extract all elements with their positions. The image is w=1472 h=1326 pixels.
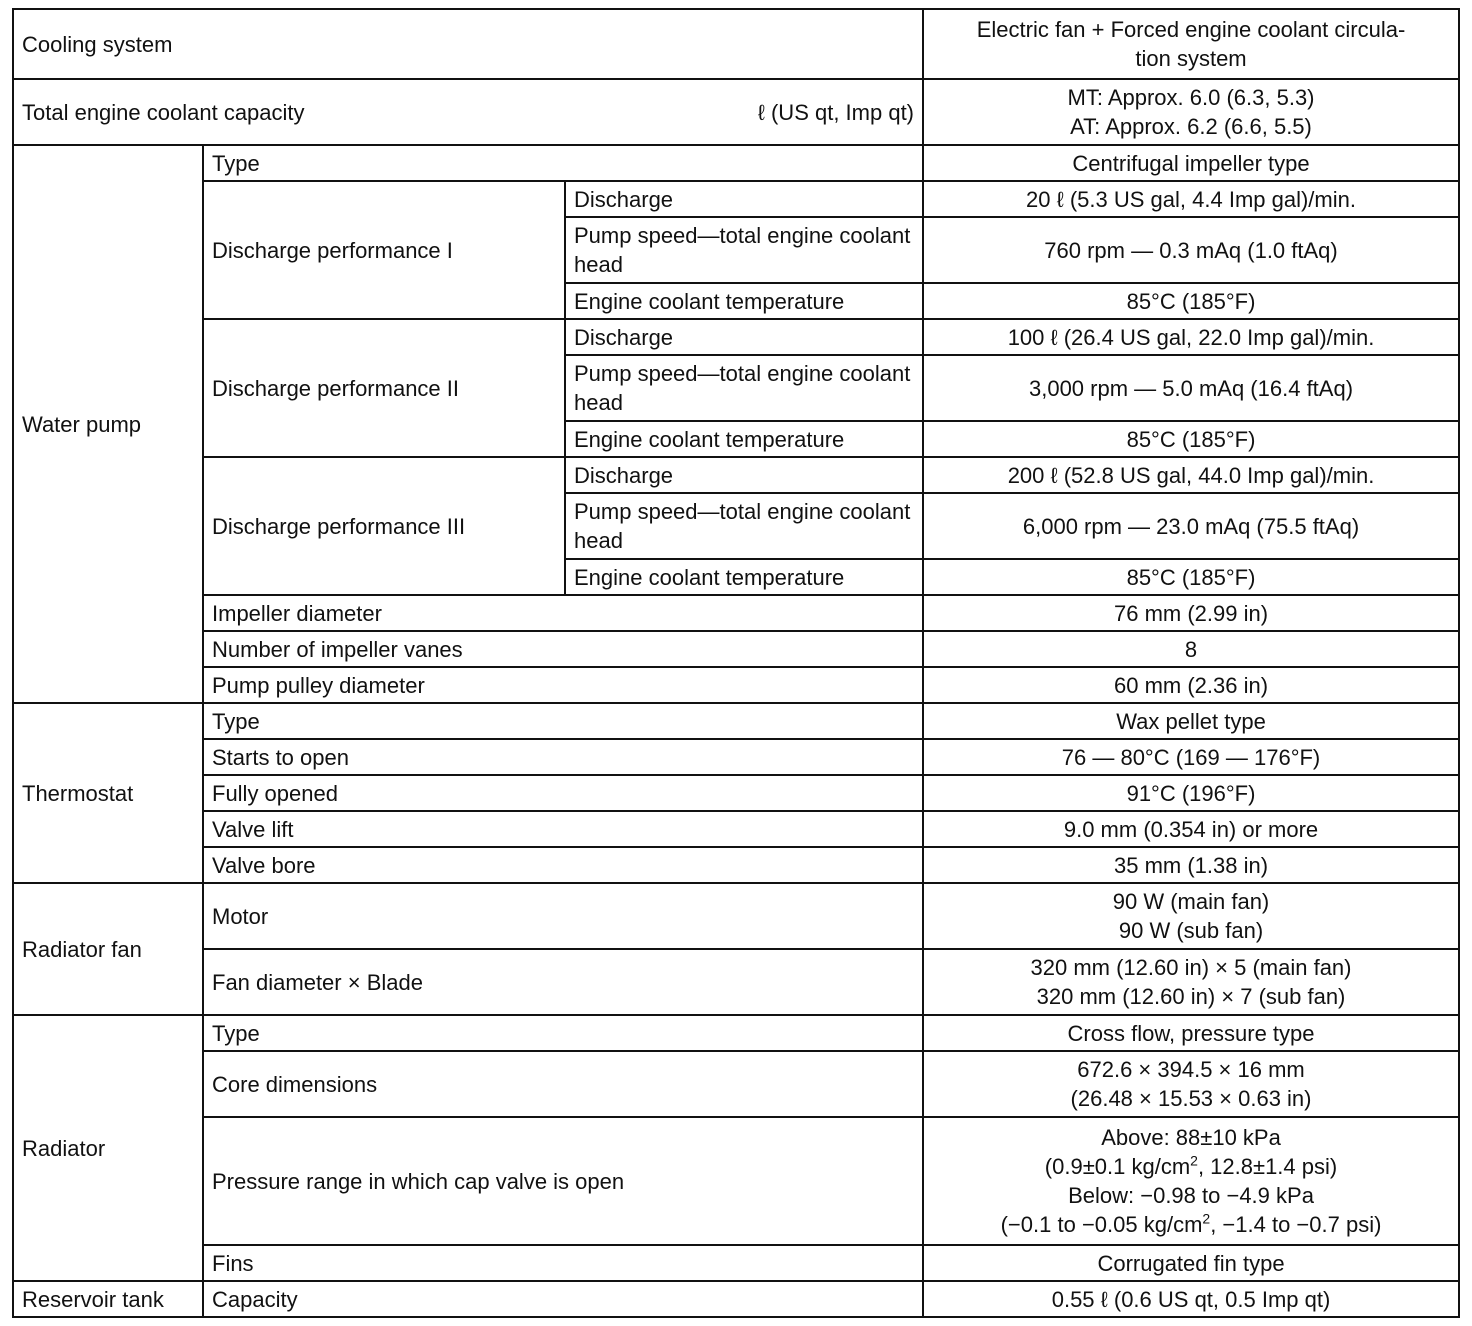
coolant-capacity-value bbox=[923, 79, 1459, 145]
perf2-discharge-value: 100 ℓ (26.4 US gal, 22.0 Imp gal)/min. bbox=[923, 319, 1459, 355]
radiator-type-value: Cross flow, pressure type bbox=[923, 1015, 1459, 1051]
table-row bbox=[13, 775, 1459, 811]
fan-motor-main: 90 W (main fan) bbox=[1112, 889, 1270, 914]
thermostat-fully-label: Fully opened bbox=[203, 775, 923, 811]
water-pump-type-value: Centrifugal impeller type bbox=[923, 145, 1459, 181]
perf1-temp-value: 85°C (185°F) bbox=[923, 283, 1459, 319]
coolant-capacity-label bbox=[13, 79, 923, 145]
perf2-head-label: Pump speed—total engine coolant head bbox=[565, 355, 923, 421]
table-row bbox=[13, 457, 1459, 493]
perf1-head-value: 760 rpm — 0.3 mAq (1.0 ftAq) bbox=[923, 217, 1459, 283]
cooling-system-value-line-2: tion system bbox=[1135, 46, 1247, 71]
perf1-discharge-label: Discharge bbox=[565, 181, 923, 217]
table-row bbox=[13, 79, 1459, 145]
radiator-label: Radiator bbox=[13, 1015, 203, 1281]
thermostat-starts-value: 76 — 80°C (169 — 176°F) bbox=[923, 739, 1459, 775]
thermostat-fully-value: 91°C (196°F) bbox=[923, 775, 1459, 811]
thermostat-type-label: Type bbox=[203, 703, 923, 739]
cap-pressure-below-detail-a: (−0.1 to −0.05 kg/cm bbox=[1000, 1212, 1203, 1237]
discharge-performance-1-label: Discharge performance I bbox=[203, 181, 565, 319]
cooling-system-value bbox=[923, 9, 1459, 79]
table-row bbox=[13, 1117, 1459, 1245]
perf2-discharge-label: Discharge bbox=[565, 319, 923, 355]
thermostat-lift-value: 9.0 mm (0.354 in) or more bbox=[923, 811, 1459, 847]
perf3-head-label: Pump speed—total engine coolant head bbox=[565, 493, 923, 559]
cap-pressure-above-detail-a: (0.9±0.1 kg/cm bbox=[1044, 1154, 1191, 1179]
discharge-performance-2-label: Discharge performance II bbox=[203, 319, 565, 457]
table-row bbox=[13, 703, 1459, 739]
discharge-performance-3-label: Discharge performance III bbox=[203, 457, 565, 595]
table-row bbox=[13, 811, 1459, 847]
cap-pressure-above: Above: 88±10 kPa bbox=[1101, 1125, 1281, 1150]
table-row bbox=[13, 595, 1459, 631]
cap-pressure-value bbox=[923, 1117, 1459, 1245]
fan-diameter-sub: 320 mm (12.60 in) × 7 (sub fan) bbox=[1036, 984, 1346, 1009]
impeller-vanes-label: Number of impeller vanes bbox=[203, 631, 923, 667]
superscript-2: 2 bbox=[1190, 1152, 1198, 1169]
reservoir-capacity-label: Capacity bbox=[203, 1281, 923, 1317]
table-row bbox=[13, 631, 1459, 667]
table-row bbox=[13, 181, 1459, 217]
radiator-fan-label: Radiator fan bbox=[13, 883, 203, 1015]
fan-motor-label: Motor bbox=[203, 883, 923, 949]
reservoir-tank-label: Reservoir tank bbox=[13, 1281, 203, 1317]
perf3-temp-value: 85°C (185°F) bbox=[923, 559, 1459, 595]
fan-motor-value bbox=[923, 883, 1459, 949]
thermostat-bore-label: Valve bore bbox=[203, 847, 923, 883]
superscript-2: 2 bbox=[1202, 1210, 1211, 1227]
coolant-capacity-at: AT: Approx. 6.2 (6.6, 5.5) bbox=[1070, 114, 1312, 139]
cooling-spec-table bbox=[12, 8, 1460, 1318]
cap-pressure-below-detail-b: , −1.4 to −0.7 psi) bbox=[1210, 1212, 1382, 1237]
table-row bbox=[13, 949, 1459, 1015]
table-row bbox=[13, 883, 1459, 949]
table-row bbox=[13, 1281, 1459, 1317]
core-dimensions-mm: 672.6 × 394.5 × 16 mm bbox=[1077, 1057, 1305, 1082]
table-row bbox=[13, 739, 1459, 775]
fins-value: Corrugated fin type bbox=[923, 1245, 1459, 1281]
thermostat-label: Thermostat bbox=[13, 703, 203, 883]
perf2-head-value: 3,000 rpm — 5.0 mAq (16.4 ftAq) bbox=[923, 355, 1459, 421]
fan-diameter-label: Fan diameter × Blade bbox=[203, 949, 923, 1015]
pump-pulley-label: Pump pulley diameter bbox=[203, 667, 923, 703]
table-row bbox=[13, 847, 1459, 883]
coolant-capacity-unit: ℓ (US qt, Imp qt) bbox=[757, 99, 915, 125]
fan-diameter-value bbox=[923, 949, 1459, 1015]
perf2-temp-label: Engine coolant temperature bbox=[565, 421, 923, 457]
fan-motor-sub: 90 W (sub fan) bbox=[1118, 918, 1264, 943]
perf2-temp-value: 85°C (185°F) bbox=[923, 421, 1459, 457]
perf1-discharge-value: 20 ℓ (5.3 US gal, 4.4 Imp gal)/min. bbox=[923, 181, 1459, 217]
table-row bbox=[13, 145, 1459, 181]
water-pump-label: Water pump bbox=[13, 145, 203, 703]
fan-diameter-main: 320 mm (12.60 in) × 5 (main fan) bbox=[1030, 955, 1352, 980]
cap-pressure-above-detail-b: , 12.8±1.4 psi) bbox=[1197, 1154, 1338, 1179]
table-row bbox=[13, 1245, 1459, 1281]
coolant-capacity-text: Total engine coolant capacity bbox=[22, 99, 305, 125]
table-row bbox=[13, 319, 1459, 355]
impeller-diameter-label: Impeller diameter bbox=[203, 595, 923, 631]
reservoir-capacity-value: 0.55 ℓ (0.6 US qt, 0.5 Imp qt) bbox=[923, 1281, 1459, 1317]
cap-pressure-label: Pressure range in which cap valve is open bbox=[203, 1117, 923, 1245]
table-row bbox=[13, 1015, 1459, 1051]
perf3-temp-label: Engine coolant temperature bbox=[565, 559, 923, 595]
perf3-discharge-label: Discharge bbox=[565, 457, 923, 493]
cap-pressure-below: Below: −0.98 to −4.9 kPa bbox=[1068, 1183, 1314, 1208]
coolant-capacity-mt: MT: Approx. 6.0 (6.3, 5.3) bbox=[1067, 85, 1315, 110]
impeller-vanes-value: 8 bbox=[923, 631, 1459, 667]
thermostat-lift-label: Valve lift bbox=[203, 811, 923, 847]
cooling-system-value-line-1: Electric fan + Forced engine coolant circula- bbox=[976, 17, 1406, 42]
cap-pressure-above-detail bbox=[1045, 1154, 1337, 1179]
thermostat-starts-label: Starts to open bbox=[203, 739, 923, 775]
perf3-head-value: 6,000 rpm — 23.0 mAq (75.5 ftAq) bbox=[923, 493, 1459, 559]
table-row bbox=[13, 9, 1459, 79]
core-dimensions-label: Core dimensions bbox=[203, 1051, 923, 1117]
fins-label: Fins bbox=[203, 1245, 923, 1281]
core-dimensions-value bbox=[923, 1051, 1459, 1117]
perf1-temp-label: Engine coolant temperature bbox=[565, 283, 923, 319]
pump-pulley-value: 60 mm (2.36 in) bbox=[923, 667, 1459, 703]
impeller-diameter-value: 76 mm (2.99 in) bbox=[923, 595, 1459, 631]
table-row bbox=[13, 1051, 1459, 1117]
cap-pressure-below-detail bbox=[1001, 1212, 1382, 1237]
core-dimensions-in: (26.48 × 15.53 × 0.63 in) bbox=[1070, 1086, 1312, 1111]
thermostat-bore-value: 35 mm (1.38 in) bbox=[923, 847, 1459, 883]
perf1-head-label: Pump speed—total engine coolant head bbox=[565, 217, 923, 283]
table-row bbox=[13, 667, 1459, 703]
radiator-type-label: Type bbox=[203, 1015, 923, 1051]
cooling-system-label: Cooling system bbox=[13, 9, 923, 79]
water-pump-type-label: Type bbox=[203, 145, 923, 181]
thermostat-type-value: Wax pellet type bbox=[923, 703, 1459, 739]
perf3-discharge-value: 200 ℓ (52.8 US gal, 44.0 Imp gal)/min. bbox=[923, 457, 1459, 493]
